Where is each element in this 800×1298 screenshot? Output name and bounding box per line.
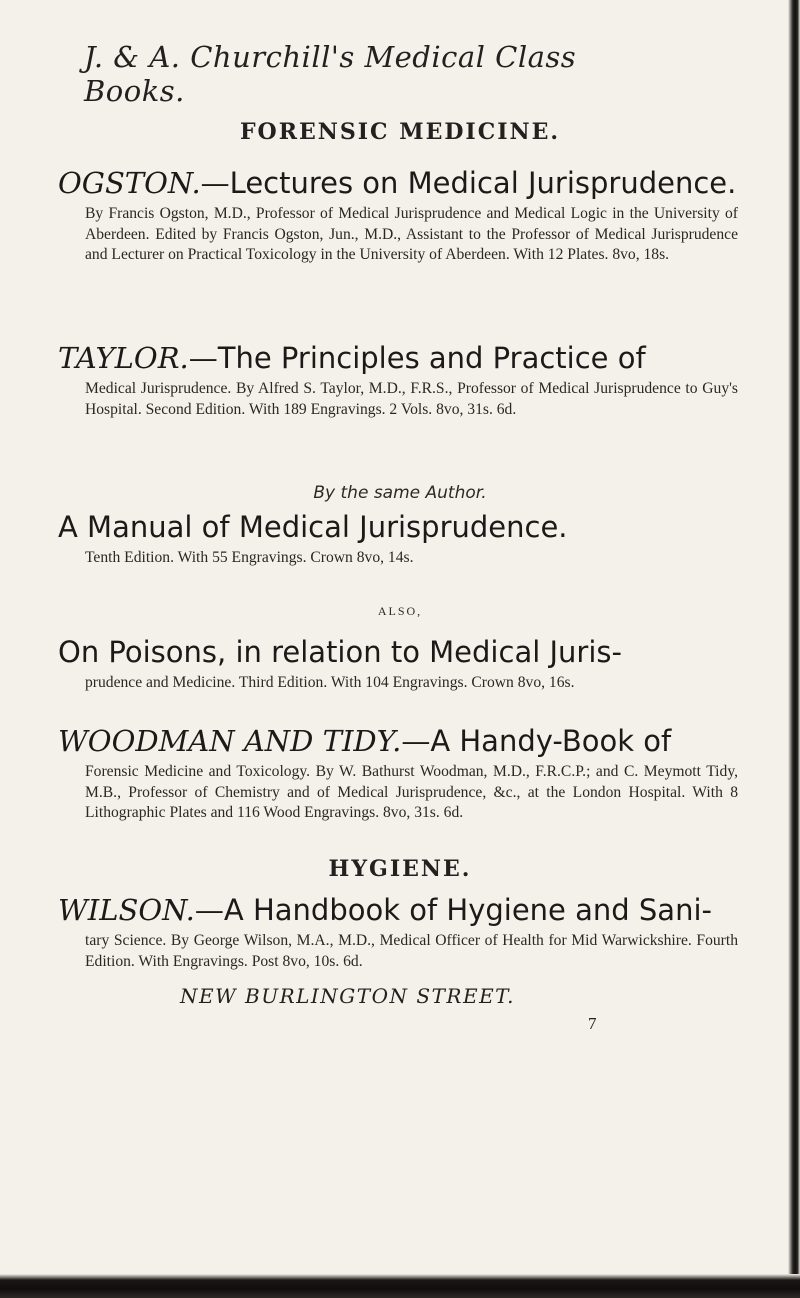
entry-taylor: [58, 341, 738, 420]
book-title: On Poisons, in relation to Medical Juris-: [58, 635, 622, 669]
book-title: A Manual of Medical Jurisprudence.: [58, 510, 568, 544]
author-name: WILSON.: [58, 893, 195, 927]
section-title-forensic: FORENSIC MEDICINE.: [239, 119, 561, 145]
entry-heading: WILSON.—A Handbook of Hygiene and Sani-: [58, 893, 712, 927]
same-author-note: By the same Author.: [313, 483, 487, 503]
page-number: 7: [588, 1014, 597, 1033]
entry-wilson: [58, 893, 738, 972]
entry-ogston: [58, 166, 738, 266]
book-title: The Principles and Practice of: [217, 341, 646, 375]
also-note: ALSO,: [377, 604, 423, 618]
entry-description: Tenth Edition. With 55 Engravings. Crown 8vo, 14s.: [85, 549, 414, 566]
entry-description: tary Science. By George Wilson, M.A., M.D., Medical Officer of Health for Mid Warwickshire. Fourth Edition. With Engravings. Post 8vo, 10s. 6d.: [85, 932, 738, 970]
author-name: TAYLOR.: [58, 341, 189, 375]
entry-woodman: [58, 724, 738, 824]
book-title: A Handbook of Hygiene and Sani-: [223, 893, 712, 927]
footer-street: NEW BURLINGTON STREET.: [180, 984, 515, 1008]
entry-description: prudence and Medicine. Third Edition. With 104 Engravings. Crown 8vo, 16s.: [85, 674, 575, 691]
running-head: J. & A. Churchill's Medical Class Books.: [84, 40, 577, 108]
entry-heading: WOODMAN AND TIDY.—A Handy-Book of: [58, 724, 672, 758]
book-title: A Handy-Book of: [430, 724, 672, 758]
author-name: WOODMAN AND TIDY.: [58, 724, 402, 758]
entry-description: Medical Jurisprudence. By Alfred S. Taylor, M.D., F.R.S., Professor of Medical Jurisprudence to Guy's Hospital. Second Edition. With 189 Engravings. 2 Vols. 8vo, 31s. 6d.: [85, 380, 738, 418]
entry-heading: TAYLOR.—The Principles and Practice of: [58, 341, 646, 375]
author-name: OGSTON.: [58, 166, 201, 200]
entry-manual: [58, 510, 738, 569]
entry-heading: OGSTON.—Lectures on Medical Jurisprudence.: [58, 166, 737, 200]
section-title-hygiene: HYGIENE.: [328, 856, 472, 882]
entry-poisons: [58, 635, 738, 694]
book-edge-right: [788, 0, 800, 1298]
entry-description: By Francis Ogston, M.D., Professor of Medical Jurisprudence and Medical Logic in the University of Aberdeen. Edited by Francis Ogston, Jun., M.D., Assistant to the Professor of Medical Jurisprudence and Lecturer on Practical Toxicology in the University of Aberdeen. With 12 Plates. 8vo, 18s.: [85, 205, 738, 263]
book-edge-bottom: [0, 1274, 800, 1298]
entry-description: Forensic Medicine and Toxicology. By W. Bathurst Woodman, M.D., F.R.C.P.; and C. Meymott Tidy, M.B., Professor of Chemistry and of Medical Jurisprudence, &c., at the London Hospital. With 8 Lithographic Plates and 116 Wood Engravings. 8vo, 31s. 6d.: [85, 763, 738, 821]
book-title: Lectures on Medical Jurisprudence.: [229, 166, 737, 200]
